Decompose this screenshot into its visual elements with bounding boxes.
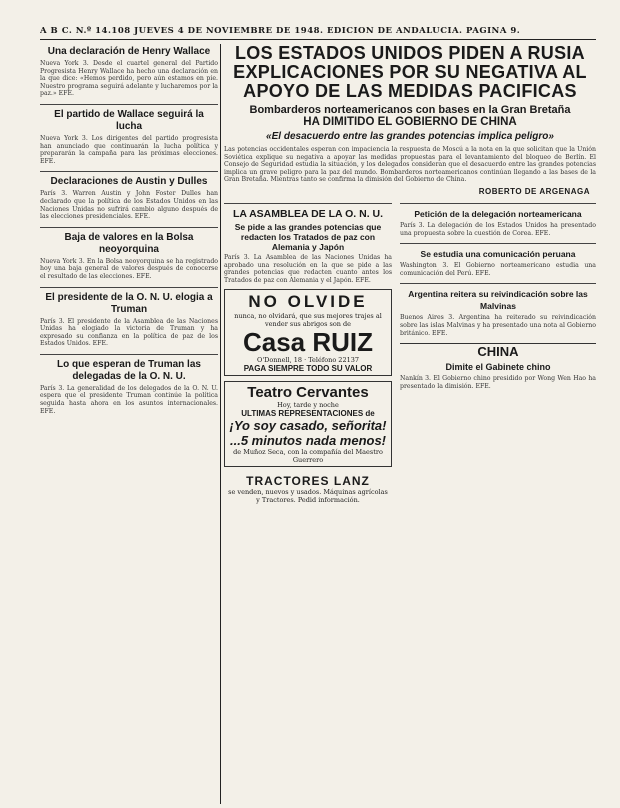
ad-tractor-text: se venden, nuevos y usados. Máquinas agrícolas y Tractores. Pedid información. bbox=[228, 488, 388, 505]
article bbox=[40, 46, 218, 98]
article-title: Declaraciones de Austin y Dulles bbox=[50, 176, 208, 188]
ad-text: nunca, no olvidará, que sus mejores trajes al vender sus abrigos son de bbox=[234, 312, 382, 329]
header-rule bbox=[40, 39, 596, 40]
asamblea-title: LA ASAMBLEA DE LA O. N. U. bbox=[232, 207, 384, 220]
main-column bbox=[224, 44, 596, 804]
page-header: A B C. N.º 14.108 JUEVES 4 DE NOVIEMBRE DE 1948. EDICION DE ANDALUCIA. PAGINA 9. bbox=[40, 26, 521, 36]
ad-brand: Casa RUIZ bbox=[242, 327, 374, 358]
ad-headline: NO OLVIDE bbox=[248, 292, 368, 312]
divider bbox=[400, 203, 596, 204]
china-subtitle: Dimite el Gabinete chino bbox=[445, 362, 551, 373]
divider bbox=[400, 283, 596, 284]
article-body: Buenos Aires 3. Argentina ha reiterado su reivindicación sobre las islas Malvinas y ha presentado una nota al Gobierno británico. EFE. bbox=[400, 314, 596, 337]
article-title: Se estudia una comunicación peruana bbox=[420, 249, 576, 260]
divider bbox=[40, 171, 218, 172]
main-headline: LOS ESTADOS UNIDOS PIDEN A RUSIA EXPLICACIONES POR SU NEGATIVA AL APOYO DE LAS MEDIDAS PACIFICAS bbox=[233, 44, 587, 101]
divider bbox=[40, 287, 218, 288]
lower-right-column bbox=[400, 199, 596, 390]
article-body: Nueva York 3. En la Bolsa neoyorquina se ha registrado hoy una baja general de valores después de conocerse el resultado de las elecciones. EFE. bbox=[40, 257, 218, 280]
article bbox=[40, 232, 218, 281]
ad-cast: de Muñoz Seca, con la compañía del Maestro Guerrero bbox=[233, 448, 383, 465]
article-title: El partido de Wallace seguirá la lucha bbox=[54, 108, 204, 132]
article-body: Nueva York 3. Desde el cuartel general del Partido Progresista Henry Wallace ha hecho una declaración en la que dice: «Hemos perdido, pero aún estamos en pie. Nuestro programa seguirá adelante y lucharemos por la paz.» EFE. bbox=[40, 60, 218, 98]
article-title: Petición de la delegación norteamericana bbox=[414, 208, 582, 219]
article bbox=[40, 109, 218, 165]
ad-schedule: Hoy, tarde y noche bbox=[277, 401, 339, 410]
article bbox=[40, 359, 218, 415]
ad-tractores bbox=[224, 472, 392, 506]
main-deck: «El desacuerdo entre las grandes potencias implica peligro» bbox=[266, 131, 554, 142]
ad-play-title: ¡Yo soy casado, señorita! ...5 minutos nada menos! bbox=[229, 418, 387, 449]
article bbox=[40, 292, 218, 348]
article bbox=[40, 176, 218, 220]
asamblea-body: París 3. La Asamblea de las Naciones Unidas ha aprobado una resolución en la que se pide a las grandes potencias que redacten cuanto antes los Tratados de paz con Alemania y el Japón. EFE. bbox=[224, 253, 392, 284]
article-title: Baja de valores en la Bolsa neoyorquina bbox=[64, 231, 194, 255]
ad-tractor-title: TRACTORES LANZ bbox=[246, 474, 370, 489]
article-body: París 3. La delegación de los Estados Unidos ha presentado una propuesta sobre la cuestión de Corea. EFE. bbox=[400, 221, 596, 237]
ad-casa-ruiz bbox=[224, 289, 392, 376]
ad-slogan: PAGA SIEMPRE TODO SU VALOR bbox=[243, 364, 373, 374]
article-title: Lo que esperan de Truman las delegadas de la O. N. U. bbox=[57, 358, 201, 382]
section-china: CHINA bbox=[400, 343, 596, 359]
article bbox=[400, 288, 596, 337]
lower-left-column bbox=[224, 199, 392, 511]
main-body: Las potencias occidentales esperan con impaciencia la respuesta de Moscú a la nota en la que solicitan que la Unión Soviética explique su negativa a apoyar las medidas propuestas para el levantamiento del bloqueo de Berlín. El Consejo de Seguridad estudia la situación, y los delegados consideran que el desacuerdo entre las grandes potencias implica un grave peligro para la paz del mundo. Bombarderos norteamericanos continúan llegando a las bases de la Gran Bretaña. Mientras tanto se confirma la dimisión del Gobierno de China. bbox=[224, 146, 596, 184]
article-body: Nueva York 3. Los dirigentes del partido progresista han anunciado que continuarán la lucha política y prepararán la campaña para las próximas elecciones. EFE. bbox=[40, 134, 218, 165]
divider bbox=[224, 203, 392, 204]
article-title: El presidente de la O. N. U. elogia a Truman bbox=[45, 291, 213, 315]
asamblea-subtitle: Se pide a las grandes potencias que redacten los Tratados de paz con Alemania y Japón bbox=[234, 221, 382, 252]
article-body: París 3. La generalidad de los delegados de la O. N. U. espera que el presidente Truman continúe la política seguida hasta ahora en los asuntos internacionales. EFE. bbox=[40, 384, 218, 415]
main-subhead: Bombarderos norteamericanos con bases en la Gran Bretaña bbox=[249, 104, 571, 116]
article-body: París 3. Warren Austin y John Foster Dulles han declarado que la política de los Estados Unidos en las Naciones Unidas no sufrirá cambio alguno después de las elecciones presidenciales. EFE. bbox=[40, 190, 218, 221]
ad-teatro bbox=[224, 381, 392, 467]
article-body: París 3. El presidente de la Asamblea de las Naciones Unidas ha elogiado la victoria de Truman y ha expresado su confianza en la política de paz de los Estados Unidos. EFE. bbox=[40, 317, 218, 348]
article-body: Washington 3. El Gobierno norteamericano estudia una comunicación del Perú. EFE. bbox=[400, 262, 596, 277]
ad-address: O'Donnell, 18 · Teléfono 22137 bbox=[257, 356, 359, 365]
china-body: Nankín 3. El Gobierno chino presidido por Wong Wen Hao ha presentado la dimisión. EFE. bbox=[400, 375, 596, 390]
divider bbox=[40, 104, 218, 105]
left-column bbox=[40, 44, 218, 804]
article-title: Una declaración de Henry Wallace bbox=[47, 46, 211, 57]
divider bbox=[400, 243, 596, 244]
main-subhead-china: HA DIMITIDO EL GOBIERNO DE CHINA bbox=[303, 116, 517, 128]
divider bbox=[40, 354, 218, 355]
ad-theatre-name: Teatro Cervantes bbox=[247, 384, 369, 402]
ad-performances: ULTIMAS REPRESENTACIONES de bbox=[241, 409, 375, 419]
column-rule bbox=[220, 44, 221, 804]
article bbox=[400, 248, 596, 277]
divider bbox=[40, 227, 218, 228]
byline: ROBERTO DE ARGENAGA bbox=[478, 186, 590, 196]
article-title: Argentina reitera su reivindicación sobre las Malvinas bbox=[408, 289, 588, 312]
article bbox=[400, 208, 596, 237]
